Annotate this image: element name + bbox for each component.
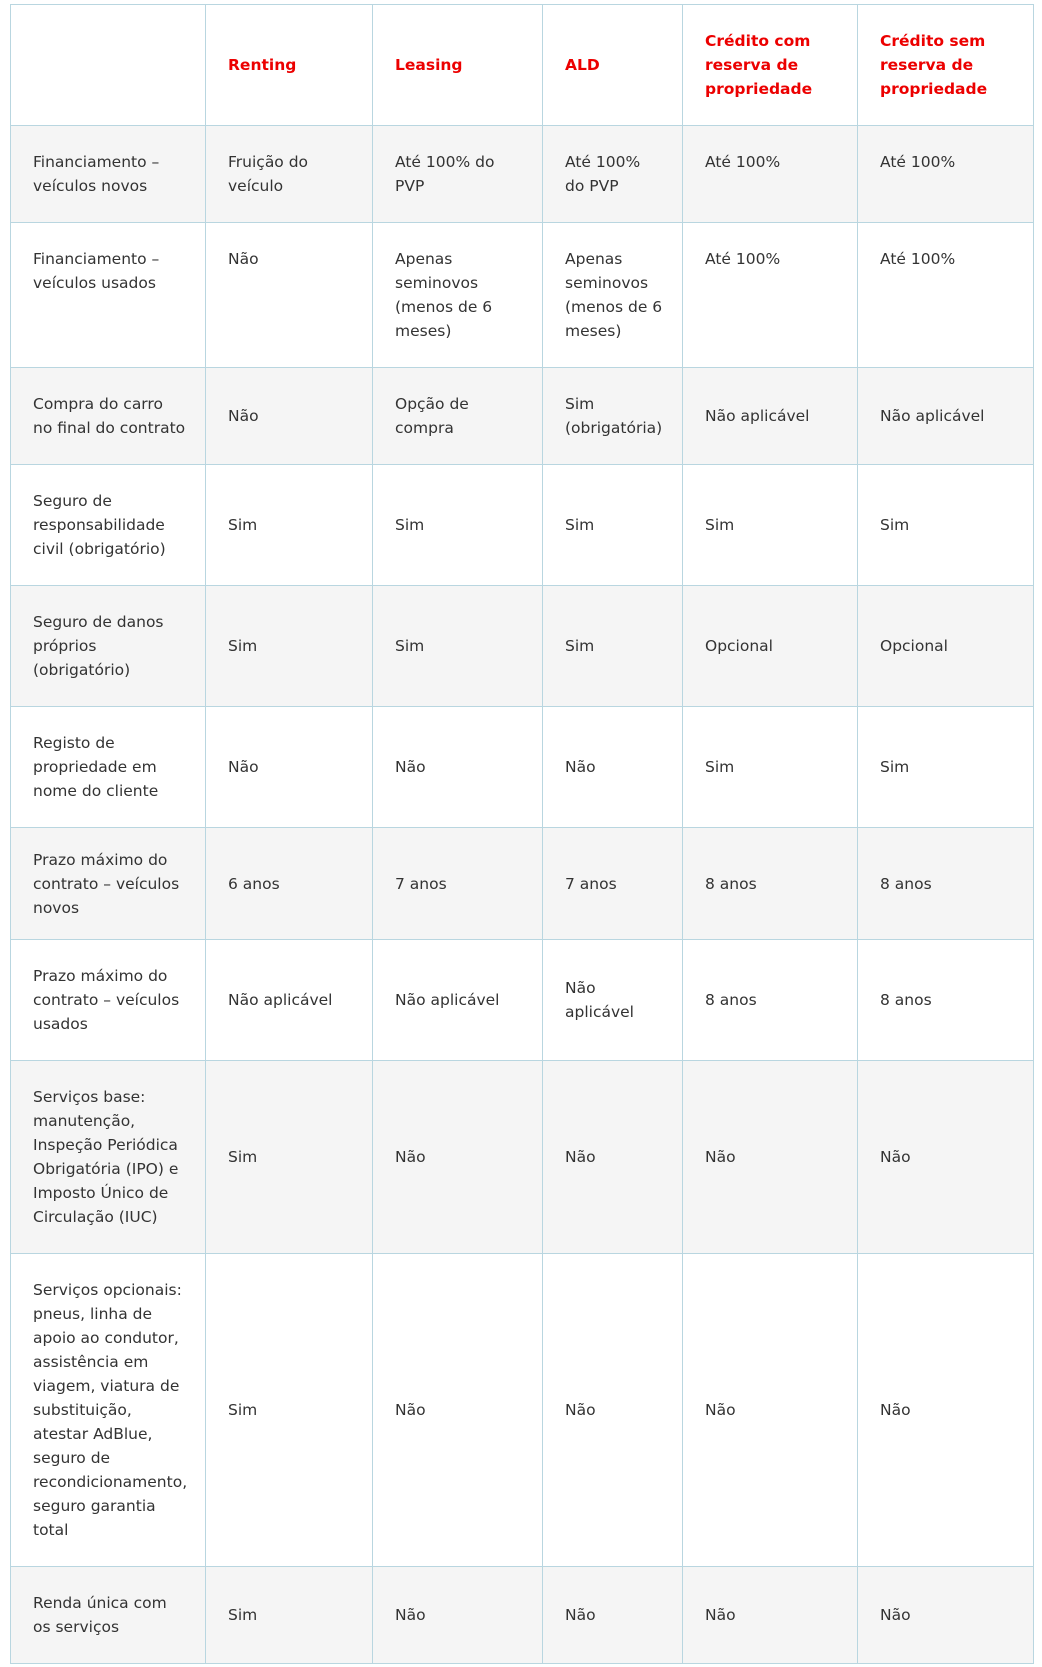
table-row (11, 1254, 1034, 1567)
table-cell: Não aplicável (858, 368, 1034, 465)
table-row (11, 586, 1034, 707)
table-row (11, 828, 1034, 940)
table-row (11, 368, 1034, 465)
table-cell: Sim (858, 707, 1034, 828)
table-cell: Não aplicável (543, 940, 683, 1061)
header-cell-leasing: Leasing (373, 5, 543, 126)
row-label: Financiamento – veículos novos (11, 126, 206, 223)
row-label: Serviços opcionais: pneus, linha de apoio ao condutor, assistência em viagem, viatura de substituição, atestar AdBlue, seguro de recondicionamento, seguro garantia total (11, 1254, 206, 1567)
table-cell: Não aplicável (373, 940, 543, 1061)
row-label: Renda única com os serviços (11, 1567, 206, 1664)
comparison-table-container (10, 4, 1034, 1664)
table-cell: Até 100% (858, 223, 1034, 368)
table-cell: Não (206, 223, 373, 368)
table-cell: Sim (206, 1567, 373, 1664)
table-cell: Sim (373, 586, 543, 707)
table-row (11, 126, 1034, 223)
table-cell: Não (206, 368, 373, 465)
row-label: Registo de propriedade em nome do cliente (11, 707, 206, 828)
table-cell: Sim (683, 707, 858, 828)
table-cell: Não aplicável (206, 940, 373, 1061)
row-label: Prazo máximo do contrato – veículos novos (11, 828, 206, 940)
header-cell-credito-com-reserva: Crédito com reserva de propriedade (683, 5, 858, 126)
table-cell: 6 anos (206, 828, 373, 940)
row-label: Compra do carro no final do contrato (11, 368, 206, 465)
table-cell: Até 100% (683, 223, 858, 368)
table-cell: Sim (543, 586, 683, 707)
table-cell: Não (373, 1567, 543, 1664)
table-header-row (11, 5, 1034, 126)
table-cell: Não (683, 1061, 858, 1254)
table-cell: Até 100% do PVP (373, 126, 543, 223)
header-cell-credito-sem-reserva: Crédito sem reserva de propriedade (858, 5, 1034, 126)
table-cell: 7 anos (373, 828, 543, 940)
table-cell: Não (543, 1254, 683, 1567)
table-cell: Não (858, 1567, 1034, 1664)
table-cell: Sim (683, 465, 858, 586)
table-cell: 8 anos (683, 940, 858, 1061)
table-cell: Não (206, 707, 373, 828)
table-row (11, 1061, 1034, 1254)
header-cell-ald: ALD (543, 5, 683, 126)
table-cell: Opcional (858, 586, 1034, 707)
comparison-table (10, 4, 1034, 1664)
row-label: Prazo máximo do contrato – veículos usados (11, 940, 206, 1061)
table-cell: Não (373, 1061, 543, 1254)
table-cell: Não (683, 1254, 858, 1567)
table-cell: Opção de compra (373, 368, 543, 465)
table-cell: Sim (858, 465, 1034, 586)
table-row (11, 465, 1034, 586)
table-row (11, 940, 1034, 1061)
row-label: Serviços base: manutenção, Inspeção Periódica Obrigatória (IPO) e Imposto Único de Circulação (IUC) (11, 1061, 206, 1254)
table-cell: Sim (206, 1061, 373, 1254)
table-cell: Sim (543, 465, 683, 586)
table-row (11, 223, 1034, 368)
row-label: Seguro de danos próprios (obrigatório) (11, 586, 206, 707)
table-cell: Sim (206, 465, 373, 586)
table-cell: Opcional (683, 586, 858, 707)
table-cell: 8 anos (858, 940, 1034, 1061)
table-cell: Não (858, 1061, 1034, 1254)
table-cell: Sim (206, 586, 373, 707)
table-cell: Não (543, 707, 683, 828)
header-cell-empty (11, 5, 206, 126)
table-cell: Não (543, 1567, 683, 1664)
table-cell: 8 anos (858, 828, 1034, 940)
table-cell: Não (683, 1567, 858, 1664)
table-cell: Não (543, 1061, 683, 1254)
table-cell: 7 anos (543, 828, 683, 940)
table-cell: 8 anos (683, 828, 858, 940)
row-label: Financiamento – veículos usados (11, 223, 206, 368)
header-cell-renting: Renting (206, 5, 373, 126)
table-cell: Apenas seminovos (menos de 6 meses) (373, 223, 543, 368)
table-cell: Até 100% (858, 126, 1034, 223)
row-label: Seguro de responsabilidade civil (obrigatório) (11, 465, 206, 586)
table-row (11, 707, 1034, 828)
table-cell: Não (373, 1254, 543, 1567)
table-cell: Até 100% do PVP (543, 126, 683, 223)
table-cell: Apenas seminovos (menos de 6 meses) (543, 223, 683, 368)
table-row (11, 1567, 1034, 1664)
table-cell: Fruição do veículo (206, 126, 373, 223)
table-cell: Até 100% (683, 126, 858, 223)
table-cell: Sim (373, 465, 543, 586)
table-cell: Sim (206, 1254, 373, 1567)
table-cell: Não (373, 707, 543, 828)
table-cell: Não aplicável (683, 368, 858, 465)
table-cell: Não (858, 1254, 1034, 1567)
table-cell: Sim (obrigatória) (543, 368, 683, 465)
